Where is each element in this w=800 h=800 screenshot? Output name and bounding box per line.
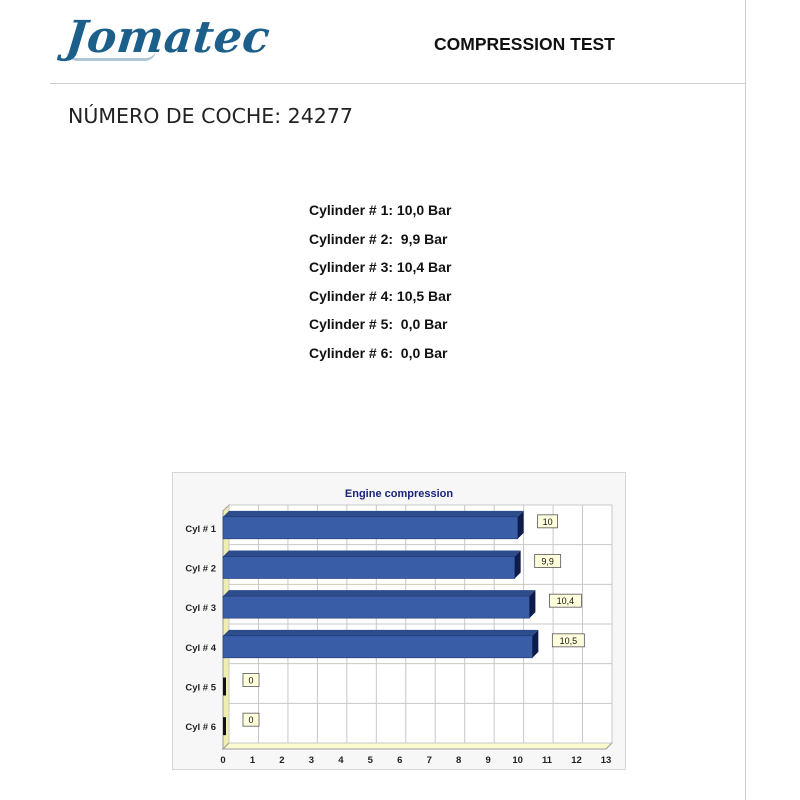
x-tick-label: 3 (308, 755, 315, 766)
y-category-label: Cyl # 2 (185, 563, 216, 575)
logo: Jomatec (63, 12, 273, 63)
reading-cylinder-2: Cylinder # 2: 9,9 Bar (309, 230, 448, 247)
x-tick-label: 13 (600, 755, 612, 766)
data-label: 0 (248, 715, 254, 726)
x-tick-label: 7 (426, 755, 432, 766)
x-tick-label: 1 (249, 755, 256, 766)
y-category-label: Cyl # 6 (185, 722, 216, 734)
reading-cylinder-6: Cylinder # 6: 0,0 Bar (309, 344, 448, 361)
x-tick-label: 12 (571, 755, 582, 766)
bar (223, 557, 515, 579)
x-tick-label: 0 (220, 755, 226, 766)
bar (223, 636, 532, 658)
car-number: NÚMERO DE COCHE: 24277 (68, 104, 353, 128)
x-tick-label: 5 (367, 755, 373, 766)
x-tick-label: 9 (485, 755, 491, 766)
bar-top (223, 590, 535, 596)
data-label: 10,4 (556, 596, 575, 607)
bar (223, 678, 226, 696)
engine-compression-chart (172, 472, 626, 770)
data-label: 10 (542, 516, 553, 527)
chart-side-wall (223, 505, 229, 749)
page-title: COMPRESSION TEST (434, 34, 615, 54)
header-divider (50, 83, 746, 84)
x-tick-label: 2 (279, 755, 285, 766)
x-tick-label: 4 (338, 755, 344, 766)
bar (223, 717, 226, 735)
y-category-label: Cyl # 3 (185, 603, 216, 615)
data-label: 0 (248, 675, 254, 686)
bar-top (223, 511, 524, 517)
x-tick-label: 8 (456, 755, 462, 766)
bar-top (223, 551, 521, 557)
readings-list (309, 200, 529, 371)
chart-title: Engine compression (344, 488, 454, 500)
chart-floor (223, 743, 612, 749)
reading-cylinder-1: Cylinder # 1: 10,0 Bar (309, 202, 452, 218)
x-tick-label: 10 (512, 755, 523, 766)
x-tick-label: 6 (397, 755, 403, 766)
logo-swoosh (66, 50, 156, 61)
reading-cylinder-5: Cylinder # 5: 0,0 Bar (309, 316, 448, 332)
y-category-label: Cyl # 4 (185, 642, 216, 654)
data-label: 10,5 (559, 635, 578, 646)
y-category-label: Cyl # 5 (185, 682, 216, 694)
data-label: 9,9 (541, 556, 554, 567)
bar (223, 596, 529, 618)
page-edge (745, 0, 746, 800)
reading-cylinder-3: Cylinder # 3: 10,4 Bar (309, 259, 452, 275)
bar (223, 517, 518, 539)
bar-top (223, 630, 538, 636)
y-category-label: Cyl # 1 (185, 523, 216, 535)
x-tick-label: 11 (542, 755, 553, 766)
reading-cylinder-4: Cylinder # 4: 10,5 Bar (309, 287, 452, 304)
